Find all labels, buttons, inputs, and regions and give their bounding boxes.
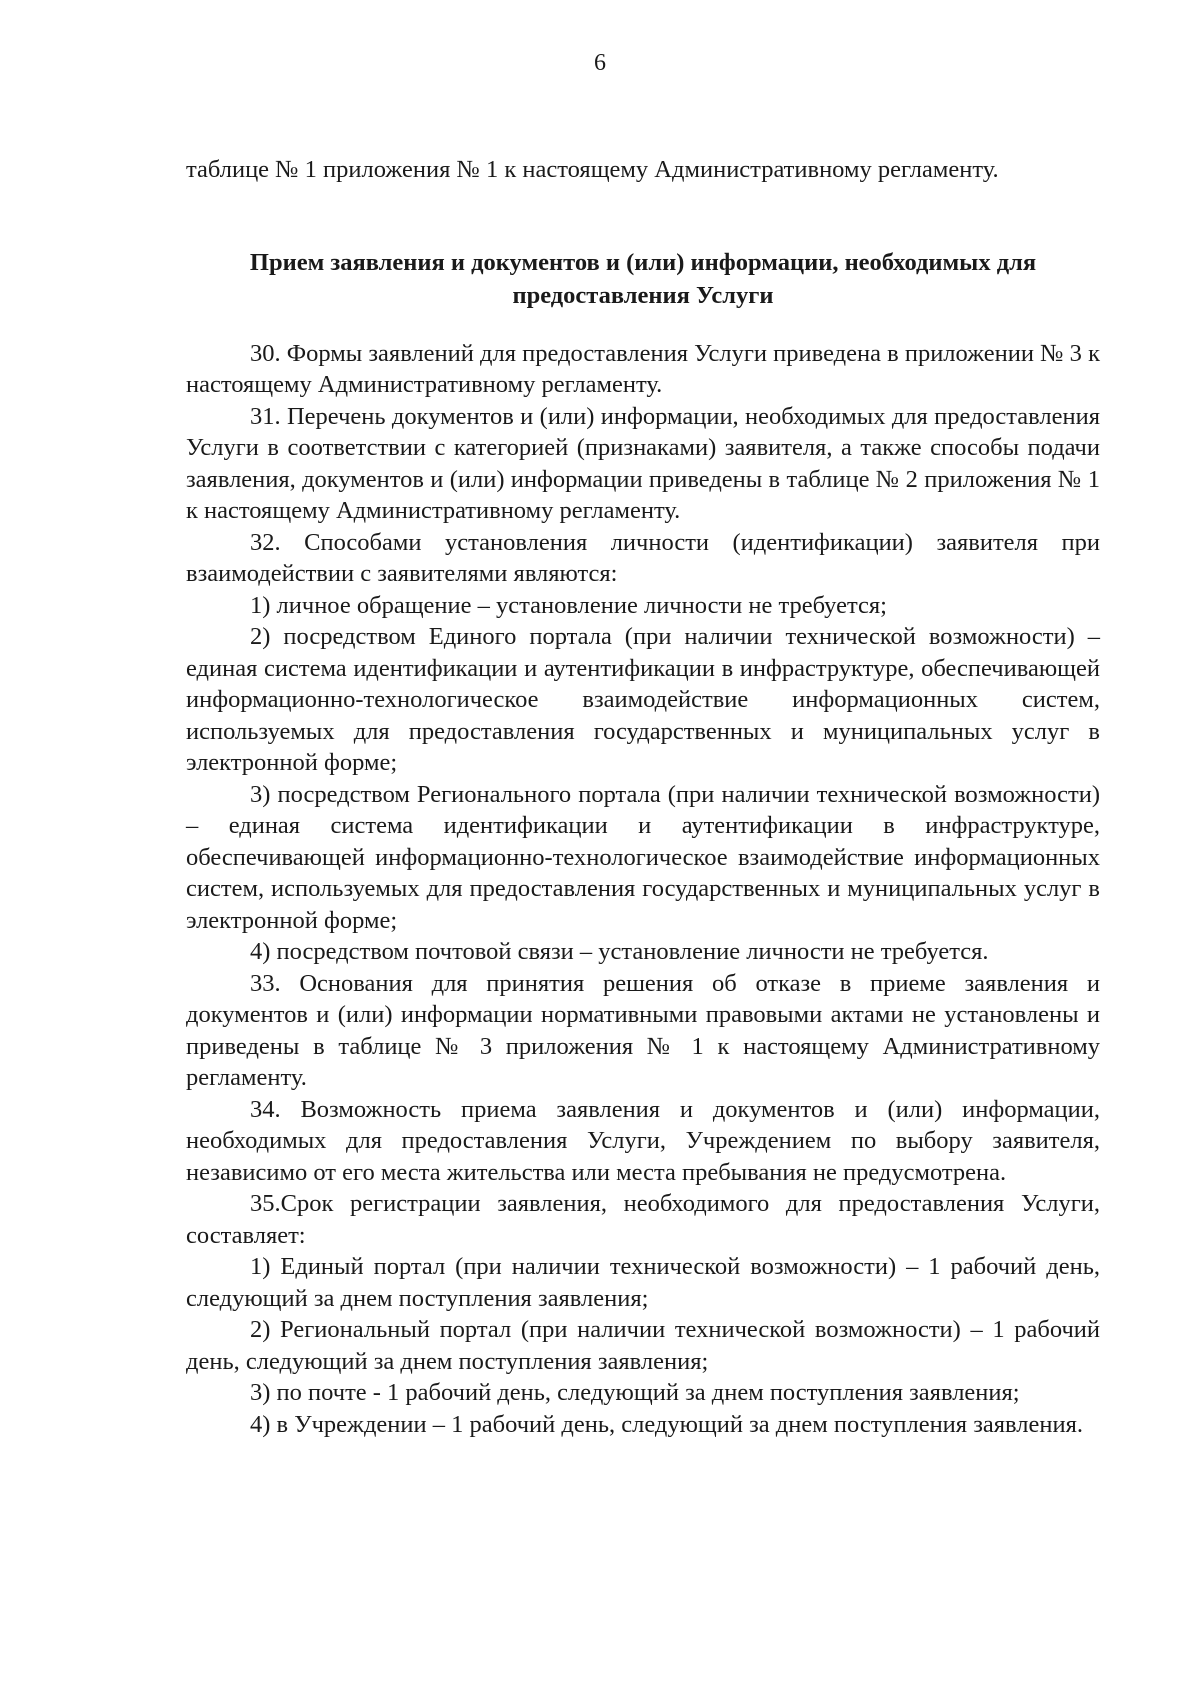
list-item-35-3: 3) по почте - 1 рабочий день, следующий за днем поступления заявления;: [250, 1379, 1020, 1406]
list-item-32-3: 3) посредством Регионального портала (при наличии технической возможности) – единая система идентификации и аутентификации в инфраструктуре, обеспечивающей информационно-технологическое взаимодействие информационных систем, используемых для предоставления государственных и муниципальных услуг в электронной форме;: [186, 780, 1100, 934]
list-item-32-4: 4) посредством почтовой связи – установление личности не требуется.: [250, 938, 989, 965]
list-item-35-4: 4) в Учреждении – 1 рабочий день, следующий за днем поступления заявления.: [250, 1410, 1083, 1438]
page-number: 6: [594, 50, 606, 76]
document-body: [186, 154, 1100, 1440]
section-heading: Прием заявления и документов и (или) информации, необходимых для предоставления Услуги: [249, 248, 1037, 309]
lead-paragraph: таблице № 1 приложения № 1 к настоящему Административному регламенту.: [186, 156, 999, 183]
list-item-32-1: 1) личное обращение – установление личности не требуется;: [250, 591, 887, 619]
paragraph-35: 35.Срок регистрации заявления, необходимого для предоставления Услуги, составляет:: [186, 1190, 1100, 1249]
list-item-32-2: 2) посредством Единого портала (при наличии технической возможности) – единая система идентификации и аутентификации в инфраструктуре, обеспечивающей информационно-технологическое взаимодействие информационных систем, используемых для предоставления государственных и муниципальных услуг в электронной форме;: [186, 623, 1100, 776]
paragraph-34: 34. Возможность приема заявления и документов и (или) информации, необходимых для предоставления Услуги, Учреждением по выбору заявителя, независимо от его места жительства или места пребывания не предусмотрена.: [186, 1095, 1100, 1186]
paragraph-32: 32. Способами установления личности (идентификации) заявителя при взаимодействии с заявителями являются:: [186, 528, 1100, 587]
list-item-35-1: 1) Единый портал (при наличии технической возможности) – 1 рабочий день, следующий за днем поступления заявления;: [186, 1253, 1100, 1312]
paragraph-33: 33. Основания для принятия решения об отказе в приеме заявления и документов и (или) информации нормативными правовыми актами не установлены и приведены в таблице № 3 приложения № 1 к настоящему Административному регламенту.: [186, 969, 1100, 1091]
list-item-35-2: 2) Региональный портал (при наличии технической возможности) – 1 рабочий день, следующий за днем поступления заявления;: [186, 1316, 1100, 1375]
paragraph-31: 31. Перечень документов и (или) информации, необходимых для предоставления Услуги в соответствии с категорией (признаками) заявителя, а также способы подачи заявления, документов и (или) информации приведены в таблице № 2 приложения № 1 к настоящему Административному регламенту.: [186, 402, 1100, 524]
paragraph-30: 30. Формы заявлений для предоставления Услуги приведена в приложении № 3 к настоящему Административному регламенту.: [186, 339, 1100, 398]
